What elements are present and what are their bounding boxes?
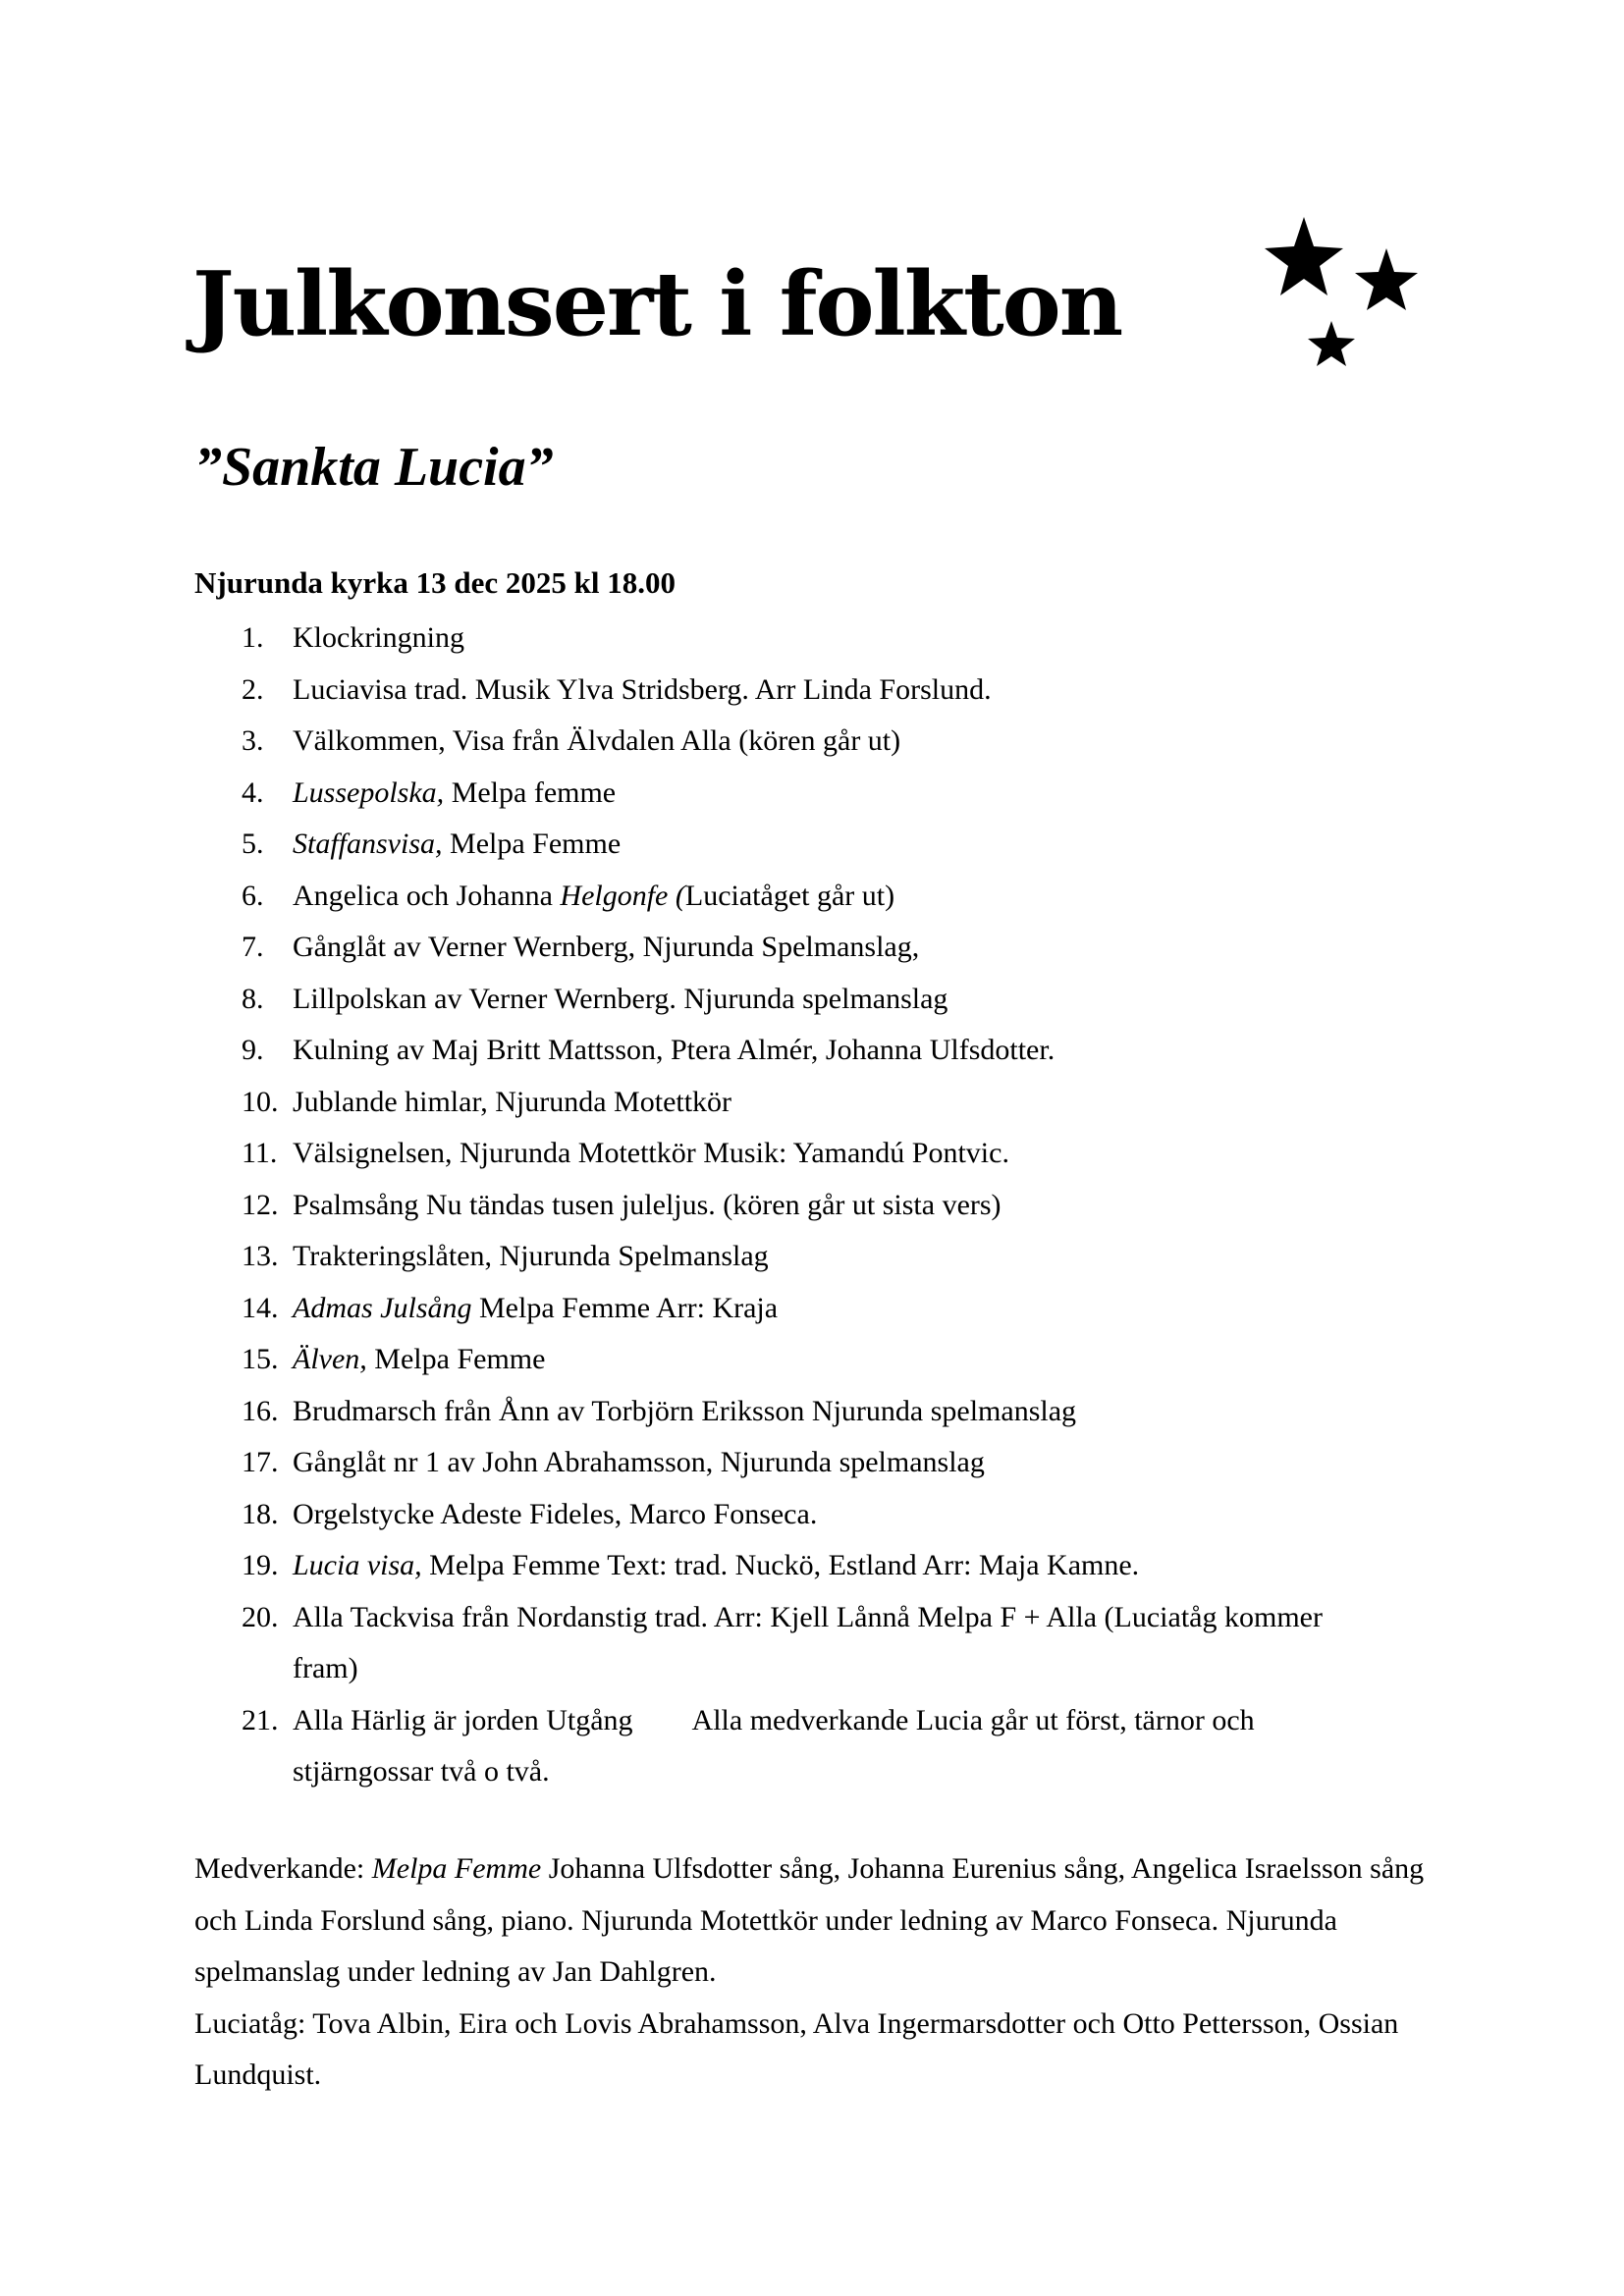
program-item: [0, 1180, 1373, 1232]
program-item-text: Gånglåt av Verner Wernberg, Njurunda Spelmanslag,: [293, 931, 920, 963]
program-item: [0, 768, 1373, 820]
program-item-text: Angelica och Johanna: [293, 879, 561, 912]
program-list: [0, 613, 1373, 1798]
program-item-number: 6.: [242, 879, 264, 912]
performers-group: Melpa Femme: [371, 1852, 542, 1885]
program-item: [0, 613, 1373, 665]
program-item-number: 12.: [242, 1188, 279, 1221]
program-item: [0, 1128, 1373, 1180]
program-item-number: 19.: [242, 1549, 279, 1581]
program-item-text: Melpa Femme Arr: Kraja: [471, 1291, 779, 1324]
program-item-title: Staffansvisa,: [293, 828, 443, 860]
program-item-title: Helgonfe (: [560, 879, 685, 912]
program-item: [0, 1283, 1373, 1335]
program-item: [0, 1437, 1373, 1489]
program-item-title: Admas Julsång: [293, 1291, 472, 1324]
program-item-text: Melpa Femme Text: trad. Nuckö, Estland Arr: Maja Kamne.: [421, 1549, 1140, 1581]
program-item-number: 18.: [242, 1497, 279, 1530]
star-small: [1308, 321, 1355, 366]
venue-date-heading: Njurunda kyrka 13 dec 2025 kl 18.00: [194, 565, 677, 600]
program-item-number: 5.: [242, 828, 264, 860]
program-item: [0, 922, 1373, 974]
program-item-title: Lucia visa,: [293, 1549, 422, 1581]
program-item-text: Melpa femme: [444, 775, 617, 809]
program-item: [0, 1334, 1373, 1386]
program-item-number: 9.: [242, 1034, 264, 1066]
program-item-text: Kulning av Maj Britt Mattsson, Ptera Almér, Johanna Ulfsdotter.: [293, 1034, 1056, 1066]
program-item: [0, 819, 1373, 871]
program-item-number: 20.: [242, 1600, 279, 1633]
program-item: [0, 1231, 1373, 1283]
program-item-number: 4.: [242, 775, 264, 809]
program-item-number: 11.: [242, 1137, 278, 1169]
program-item-text: Trakteringslåten, Njurunda Spelmanslag: [293, 1240, 769, 1272]
program-item-text: Välkommen, Visa från Älvdalen Alla (kören går ut): [293, 724, 901, 757]
program-item-number: 8.: [242, 982, 264, 1015]
program-item-text: Melpa Femme: [442, 828, 622, 860]
program-item: [0, 1077, 1373, 1129]
program-item: [0, 974, 1373, 1026]
program-item: [0, 1592, 1373, 1695]
program-item-text: Lillpolskan av Verner Wernberg. Njurunda spelmanslag: [293, 982, 948, 1015]
program-item: [0, 1540, 1373, 1592]
program-item-number: 3.: [242, 724, 264, 757]
program-item-text: Gånglåt nr 1 av John Abrahamsson, Njurunda spelmanslag: [293, 1446, 985, 1478]
page-title: Julkonsert i folkton: [192, 252, 1122, 356]
program-item-number: 15.: [242, 1343, 279, 1375]
subtitle: ”Sankta Lucia”: [194, 437, 554, 498]
program-item-text: Klockringning: [293, 621, 464, 654]
program-item-number: 21.: [242, 1703, 279, 1736]
program-item-text: Jublande himlar, Njurunda Motettkör: [293, 1085, 732, 1118]
program-item: [0, 1386, 1373, 1438]
program-item-number: 13.: [242, 1240, 279, 1272]
program-item-text: Melpa Femme: [366, 1343, 546, 1375]
program-item-text: Alla Tackvisa från Nordanstig trad. Arr: Kjell Lånnå Melpa F + Alla (Luciatåg kommer fram): [293, 1600, 1323, 1684]
performers-label: Medverkande:: [194, 1852, 372, 1885]
performers-text: Johanna Ulfsdotter sång, Johanna Eurenius sång, Angelica Israelsson sång och Linda Forslund sång, piano. Njurunda Motettkör under ledning av Marco Fonseca. Njurunda spelmanslag under ledning av Jan Dahlgren.: [194, 1852, 1425, 1988]
program-item-number: 17.: [242, 1446, 279, 1478]
procession-paragraph: Luciatåg: Tova Albin, Eira och Lovis Abrahamsson, Alva Ingermarsdotter och Otto Pettersson, Ossian Lundquist.: [194, 2006, 1399, 2091]
program-item: [0, 1695, 1373, 1798]
program-item-number: 1.: [242, 621, 264, 654]
program-item-number: 14.: [242, 1291, 279, 1324]
star-large: [1265, 217, 1343, 295]
program-item: [0, 871, 1373, 923]
program-item-text: Psalmsång Nu tändas tusen juleljus. (kören går ut sista vers): [293, 1188, 1001, 1221]
program-item: [0, 665, 1373, 717]
program-item: [0, 716, 1373, 768]
program-item: [0, 1489, 1373, 1541]
program-item-text: Alla Härlig är jorden Utgång Alla medverkande Lucia går ut först, tärnor och stjärngossar två o två.: [293, 1703, 1255, 1788]
program-item: [0, 1025, 1373, 1077]
program-item-text: Orgelstycke Adeste Fideles, Marco Fonseca.: [293, 1497, 818, 1530]
program-item-text: Välsignelsen, Njurunda Motettkör Musik: Yamandú Pontvic.: [293, 1137, 1009, 1169]
program-item-number: 2.: [242, 672, 264, 706]
star-medium: [1355, 248, 1418, 310]
program-item-number: 10.: [242, 1085, 279, 1118]
program-item-number: 16.: [242, 1394, 279, 1427]
three-stars-icon: [1259, 211, 1426, 373]
program-item-text: Luciavisa trad. Musik Ylva Stridsberg. Arr Linda Forslund.: [293, 672, 992, 706]
program-item-number: 7.: [242, 931, 264, 963]
program-item-title: Lussepolska,: [293, 775, 445, 809]
program-item-text: Brudmarsch från Ånn av Torbjörn Eriksson Njurunda spelmanslag: [293, 1394, 1077, 1427]
program-item-text: Luciatåget går ut): [684, 879, 895, 912]
performers-paragraph: [194, 1843, 1451, 1999]
program-item-title: Älven,: [293, 1343, 367, 1375]
credits: [194, 1843, 1451, 2102]
